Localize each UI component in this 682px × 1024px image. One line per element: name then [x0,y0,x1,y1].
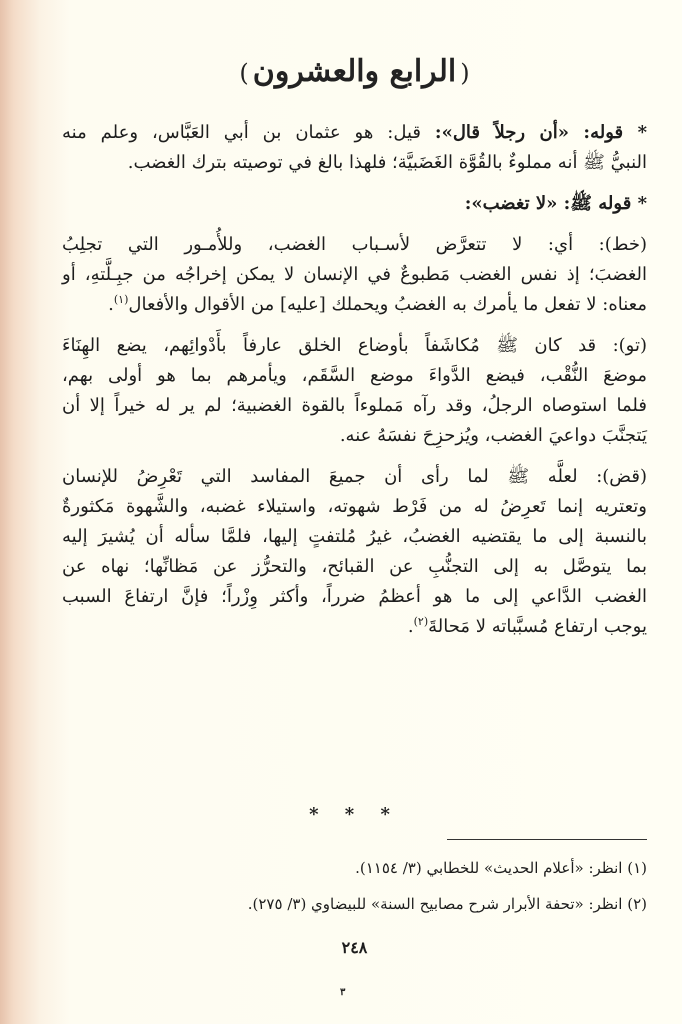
signature-mark: ٣ [340,987,346,998]
footnote-ref-1[interactable]: (١) [113,293,129,306]
text-line: * قوله: «أن رجلاً قال»: قيل: هو عثمان بن أبي العَبَّاس، وعلم منه [62,122,647,143]
footnotes [62,850,647,922]
text-line: الغضب الدَّاعي إلى ما هو أعظمُ ضرراً، وأكثر وِزْراً؛ فإنَّ ارتفاعَ السبب [62,586,647,607]
lemma-heading: * قوله: «أن رجلاً قال»: [434,122,647,143]
text-line: الغضبَ؛ إذ نفس الغضب مَطبوعٌ في الإنسان لا يمكن إخراجُه من جبِـلَّتهِ، أو [62,264,647,285]
heading-title: الرابع والعشرون [252,54,457,89]
footnote-1: (١) انظر: «أعلام الحديث» للخطابي (٣/ ١١٥٤). [355,859,647,877]
text-line: معناه: لا تفعل ما يأمرك به الغضبُ ويحملك [عليه] من الأقوال والأفعال$^{(١)}$. [108,293,647,315]
text-line: (تو): قد كان ﷺ مُكاشَفاً بأوضاع الخلق عارفاً بأَدْوائِهم، يضع الهِنَاءَ [62,335,647,356]
text-line: يوجب ارتفاع مُسبَّباته لا مَحالةَ$^{(٢)}$. [407,615,647,637]
page-number: ٢٤٨ [341,938,368,957]
heading-paren-close: ) [239,59,249,87]
text-line: (قض): لعلَّه ﷺ لما رأى أن جميعَ المفاسد التي تَعْرِضُ للإنسان [62,466,647,487]
text-line: وتعتريه إنما تَعرِضُ له من فَرْط شهوته، واستيلاء غضبه، والشَّهوة مَكثورةٌ [62,496,647,517]
footnote-2: (٢) انظر: «تحفة الأبرار شرح مصابيح السنة» للبيضاوي (٣/ ٢٧٥). [247,895,647,913]
section-separator-stars: * * * [309,804,400,825]
text-line: فلما استوصاه الرجلُ، وقد رآه مَملوءاً بالقوة الغضبية؛ لم ير له خيراً إلا أن [62,395,647,416]
text-line: بما يتوصَّل به إلى التجنُّبِ عن القبائح، والتحرُّز عن مَظانِّها؛ نهاه عن [62,556,647,577]
heading-paren-open: ( [460,59,470,87]
text-line: النبيُّ ﷺ أنه مملوءٌ بالقُوَّة الغَضَبيَّة؛ فلهذا بالغ في توصيته بترك الغضب. [127,152,647,173]
section-heading [62,54,647,89]
text-line: (خط): أي: لا تتعرَّض لأسـباب الغضب، وللأُمـور التي تجلِبُ [62,234,647,255]
text-line: يَتجنَّبَ دواعيَ الغضب، ويُزحزِحَ نفسَهُ عنه. [339,425,647,446]
lemma-heading: * قوله ﷺ: «لا تغضب»: [464,193,647,214]
text-line: موضعَ النُّقْب، فيضع الدَّواءَ موضع السَّقَم، ويأمرهم بما هو أولى بهم، [62,365,647,386]
footnote-ref-2[interactable]: (٢) [413,615,429,628]
commentary-body [62,118,647,642]
footnote-divider [447,839,647,840]
text-line: بالنسبة إلى ما يقتضيه الغضبُ، غيرُ مُلتفتٍ إليها، فلمَّا سأله أن يُشيرَ إليه [62,526,647,547]
book-page [62,0,647,1024]
